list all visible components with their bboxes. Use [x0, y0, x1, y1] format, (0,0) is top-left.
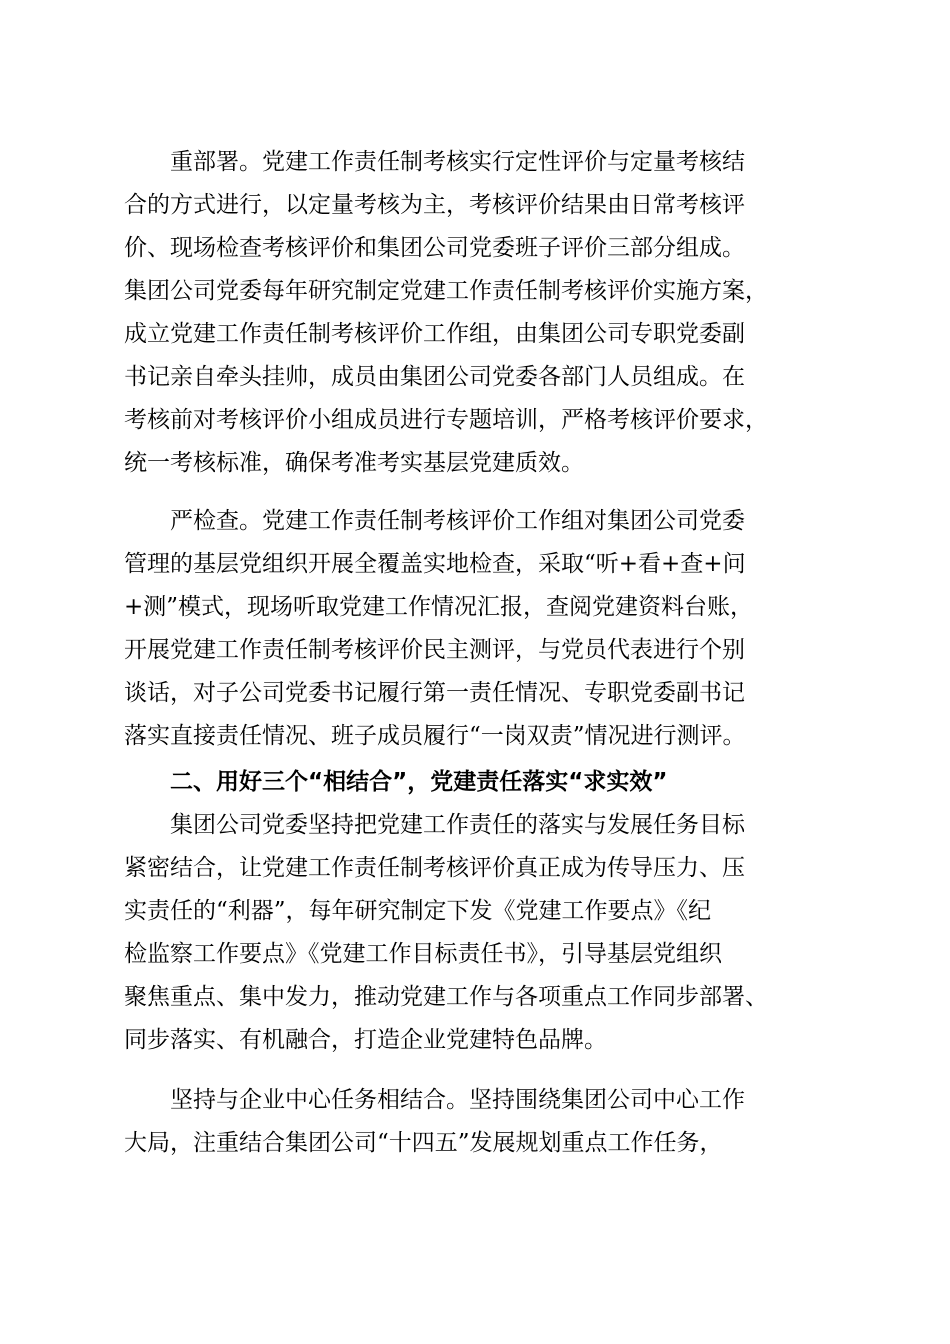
paragraph-line: 聚焦重点、集中发力，推动党建工作与各项重点工作同步部署、: [124, 984, 768, 1010]
paragraph-line: 大局，注重结合集团公司“十四五”发展规划重点工作任务，: [124, 1130, 723, 1156]
paragraph-line: +测”模式，现场听取党建工作情况汇报，查阅党建资料台账，: [124, 594, 754, 620]
paragraph-line: 落实直接责任情况、班子成员履行“一岗双责”情况进行测评。: [124, 723, 746, 749]
paragraph-line: 同步落实、有机融合，打造企业党建特色品牌。: [124, 1027, 607, 1053]
paragraph-line: 开展党建工作责任制考核评价民主测评，与党员代表进行个别: [124, 637, 745, 663]
paragraph-line: 检监察工作要点》《党建工作目标责任书》，引导基层党组织: [124, 941, 722, 967]
paragraph-line: 统一考核标准，确保考准考实基层党建质效。: [124, 450, 584, 476]
paragraph-line: 考核前对考核评价小组成员进行专题培训，严格考核评价要求，: [124, 407, 768, 433]
paragraph-line: 重部署。党建工作责任制考核实行定性评价与定量考核结: [170, 149, 745, 175]
paragraph-line: 集团公司党委坚持把党建工作责任的落实与发展任务目标: [170, 812, 745, 838]
paragraph-line: 集团公司党委每年研究制定党建工作责任制考核评价实施方案，: [124, 278, 768, 304]
paragraph-line: 书记亲自牵头挂帅，成员由集团公司党委各部门人员组成。在: [124, 364, 745, 390]
paragraph-line: 成立党建工作责任制考核评价工作组，由集团公司专职党委副: [124, 321, 745, 347]
paragraph-line: 紧密结合，让党建工作责任制考核评价真正成为传导压力、压: [124, 855, 745, 881]
section-heading: 二、用好三个“相结合”，党建责任落实“求实效”: [170, 769, 668, 795]
paragraph-line: 价、现场检查考核评价和集团公司党委班子评价三部分组成。: [124, 235, 745, 261]
paragraph-line: 管理的基层党组织开展全覆盖实地检查，采取“听+看+查+问: [124, 551, 746, 577]
paragraph-line: 严检查。党建工作责任制考核评价工作组对集团公司党委: [170, 508, 745, 534]
paragraph-line: 实责任的“利器”，每年研究制定下发《党建工作要点》《纪: [124, 898, 712, 924]
paragraph-line: 合的方式进行，以定量考核为主，考核评价结果由日常考核评: [124, 192, 745, 218]
paragraph-line: 谈话，对子公司党委书记履行第一责任情况、专职党委副书记: [124, 680, 745, 706]
paragraph-line: 坚持与企业中心任务相结合。坚持围绕集团公司中心工作: [170, 1087, 745, 1113]
